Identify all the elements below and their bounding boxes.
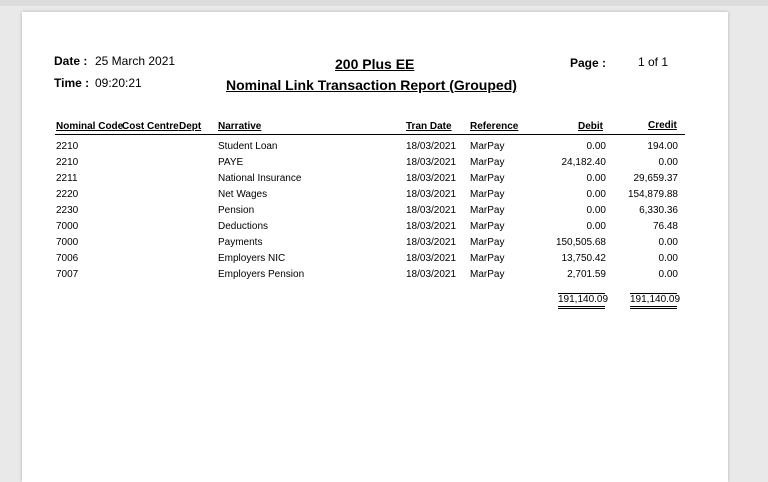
cell-credit: 0.00 — [658, 269, 678, 280]
cell-code: 2210 — [56, 157, 79, 168]
cell-ref: MarPay — [470, 205, 505, 216]
cell-narrative: Net Wages — [218, 189, 268, 200]
cell-ref: MarPay — [470, 237, 505, 248]
col-tran-date: Tran Date — [406, 121, 452, 132]
col-debit: Debit — [578, 121, 603, 132]
cell-debit: 0.00 — [586, 221, 606, 232]
cell-debit: 0.00 — [586, 189, 606, 200]
cell-ref: MarPay — [470, 173, 505, 184]
cell-ref: MarPay — [470, 189, 505, 200]
cell-debit: 0.00 — [586, 173, 606, 184]
cell-debit: 13,750.42 — [561, 253, 606, 264]
col-narrative: Narrative — [218, 121, 262, 132]
cell-date: 18/03/2021 — [406, 221, 457, 232]
col-nominal-code: Nominal Code — [56, 121, 124, 132]
cell-credit: 29,659.37 — [633, 173, 678, 184]
report-page — [22, 12, 728, 482]
date-label: Date : — [54, 54, 88, 68]
cell-code: 7007 — [56, 269, 79, 280]
cell-narrative: Payments — [218, 237, 263, 248]
cell-narrative: National Insurance — [218, 173, 302, 184]
cell-date: 18/03/2021 — [406, 269, 457, 280]
date-value: 25 March 2021 — [95, 54, 176, 68]
cell-debit: 24,182.40 — [561, 157, 606, 168]
cell-code: 2210 — [56, 141, 79, 152]
total-debit: 191,140.09 — [558, 293, 605, 309]
cell-narrative: Employers Pension — [218, 269, 305, 280]
cell-debit: 0.00 — [586, 141, 606, 152]
cell-date: 18/03/2021 — [406, 237, 457, 248]
cell-code: 2230 — [56, 205, 79, 216]
col-dept: Dept — [179, 121, 202, 132]
cell-date: 18/03/2021 — [406, 141, 457, 152]
time-value: 09:20:21 — [95, 76, 142, 90]
total-credit: 191,140.09 — [630, 293, 677, 309]
cell-credit: 154,879.88 — [627, 189, 678, 200]
cell-date: 18/03/2021 — [406, 189, 457, 200]
cell-ref: MarPay — [470, 141, 505, 152]
cell-date: 18/03/2021 — [406, 173, 457, 184]
cell-credit: 0.00 — [658, 237, 678, 248]
time-label: Time : — [54, 76, 90, 90]
cell-narrative: Pension — [218, 205, 255, 216]
cell-narrative: Employers NIC — [218, 253, 286, 264]
cell-debit: 150,505.68 — [555, 237, 606, 248]
page-label: Page : — [570, 56, 607, 70]
cell-code: 7000 — [56, 237, 79, 248]
cell-code: 7000 — [56, 221, 79, 232]
header-rule — [55, 134, 685, 135]
cell-date: 18/03/2021 — [406, 157, 457, 168]
company-name: 200 Plus EE — [335, 56, 415, 72]
cell-narrative: PAYE — [218, 157, 244, 168]
cell-credit: 0.00 — [658, 157, 678, 168]
cell-ref: MarPay — [470, 253, 505, 264]
cell-ref: MarPay — [470, 157, 505, 168]
col-credit: Credit — [648, 120, 677, 131]
cell-debit: 0.00 — [586, 205, 606, 216]
col-reference: Reference — [470, 121, 519, 132]
cell-date: 18/03/2021 — [406, 205, 457, 216]
col-cost-centre: Cost Centre — [122, 121, 179, 132]
page-value: 1 of 1 — [638, 55, 669, 69]
report-title: Nominal Link Transaction Report (Grouped) — [226, 77, 517, 93]
cell-narrative: Deductions — [218, 221, 269, 232]
cell-ref: MarPay — [470, 269, 505, 280]
cell-code: 2220 — [56, 189, 79, 200]
cell-date: 18/03/2021 — [406, 253, 457, 264]
cell-credit: 6,330.36 — [639, 205, 678, 216]
cell-credit: 194.00 — [647, 141, 678, 152]
cell-code: 2211 — [56, 173, 78, 184]
cell-credit: 0.00 — [658, 253, 678, 264]
cell-credit: 76.48 — [652, 221, 678, 232]
cell-narrative: Student Loan — [218, 141, 278, 152]
viewer-top-border — [0, 0, 768, 6]
cell-code: 7006 — [56, 253, 79, 264]
cell-debit: 2,701.59 — [567, 269, 606, 280]
cell-ref: MarPay — [470, 221, 505, 232]
